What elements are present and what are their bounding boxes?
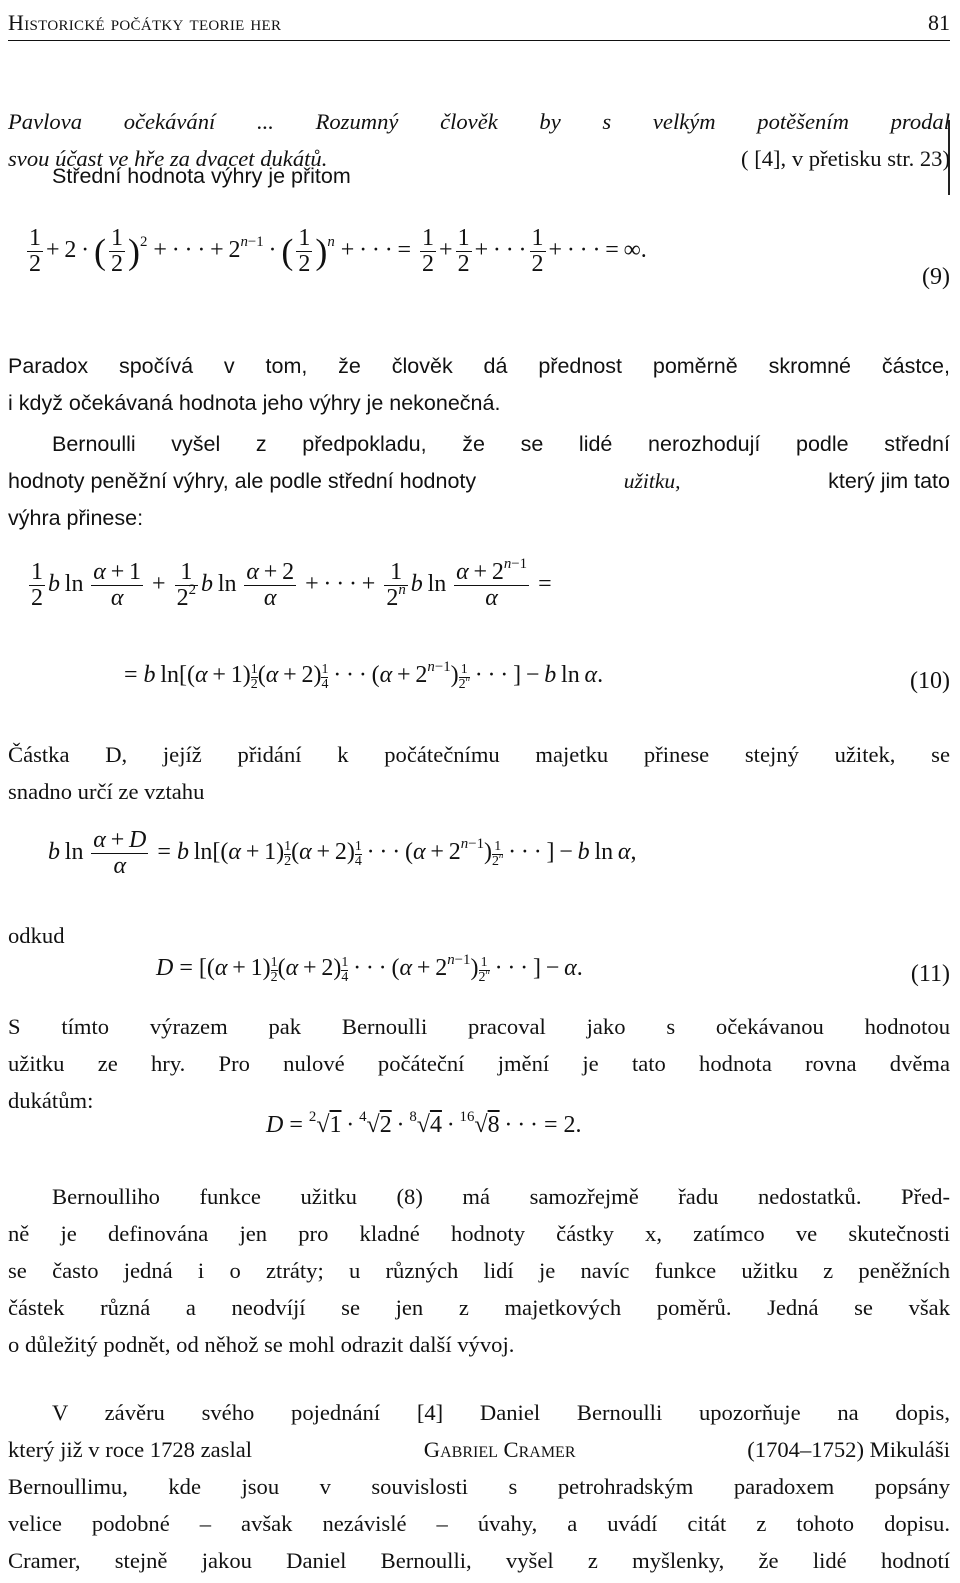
equation-11: D = [(α + 1) $\frac{1}{2}$ (α + 2) $\frac{1}{4}$ · · · $(\alpha + 2^{n-1})$ $\frac{1}{2^n}$ · · · ] − α. (11) <box>156 951 950 987</box>
funkce-line-1: Bernoulliho funkce užitku (8) má samozřejmě řadu nedostatků. Před- <box>52 1184 950 1209</box>
header-title: Historické počátky teorie her <box>8 10 282 35</box>
equation-9-body: $\frac{1}{2}$ + 2 · ( $\frac{1}{2}$ )$^2$ + · · · + $2^{n-1}$ · ( $\frac{1}{2}$ )$^n$ + · · · = $\frac{1}{2}$ + $\frac{1}{2}$ + · · · $\frac{1}{2}$ + · · · = ∞. <box>29 225 647 278</box>
zaveru-paragraph <box>8 1394 950 1579</box>
equation-D-relation: b ln $\frac{\alpha + D}{\alpha}$ = b ln[(α + 1) $\frac{1}{2}$ (α + 2) $\frac{1}{4}$ · · · $(\alpha + 2^{n-1})$ $\frac{1}{2^n}$ · · · ] − b ln α, <box>48 827 637 880</box>
funkce-paragraph <box>8 1178 950 1363</box>
bernoulli-line-3: výhra přinese: <box>8 506 144 530</box>
person-name: Gabriel Cramer <box>423 1437 576 1462</box>
castka-line-2: snadno určí ze vztahu <box>8 779 205 804</box>
zaveru-line-1: V závěru svého pojednání [4] Daniel Bernoulli upozorňuje na dopis, <box>52 1400 950 1425</box>
quote-line-1: Pavlova očekávání ... Rozumný člověk by s velkým potěšením prodal <box>8 109 950 134</box>
paradox-paragraph <box>8 348 950 422</box>
utility-emphasis: užitku, <box>623 469 681 493</box>
funkce-line-3: se často jedná i o ztráty; u různých lidí je navíc funkce užitku z peněžních <box>8 1258 950 1283</box>
equation-9 <box>8 222 950 302</box>
bernoulli-line-1: Bernoulli vyšel z předpokladu, že se lidé nerozhodují podle střední <box>52 432 950 456</box>
bernoulli-line-2-end: který jim tato <box>828 469 950 493</box>
zaveru-line-2-end: (1704–1752) Mikuláši <box>747 1437 950 1462</box>
mean-intro: Střední hodnota výhry je přitom <box>52 164 351 188</box>
vyrazem-line-3: dukátům: <box>8 1088 94 1113</box>
zaveru-line-2 <box>8 1431 950 1468</box>
paradox-line-1: Paradox spočívá v tom, že člověk dá přednost poměrně skromné částce, <box>8 354 950 378</box>
odkud-label: odkud <box>8 923 65 948</box>
equation-10-line-1: $\frac{1}{2}$ b ln $\frac{\alpha + 1}{\alpha}$ + $\frac{1}{2^2}$ b ln $\frac{\alpha + 2}{\alpha}$ + · · · + $\frac{1}{2^n}$ b ln $\frac{\alpha + 2^{n-1}}{\alpha}$ = <box>31 555 552 612</box>
castka-line-1: Částka D, jejíž přidání k počátečnímu majetku přinese stejný užitek, se <box>8 742 950 767</box>
quote-source: ( [4], v přetisku str. 23) <box>741 146 950 171</box>
equation-10-line-2: = b ln[(α + 1) $\frac{1}{2}$ (α + 2) $\frac{1}{4}$ · · · $(\alpha + 2^{n-1})$ $\frac{1}{2^n}$ · · · ] − b ln α. (10) <box>124 658 950 694</box>
bernoulli-line-2-text: hodnoty peněžní výhry, ale podle střední hodnoty <box>8 469 477 493</box>
running-header <box>8 6 950 40</box>
bernoulli-line-2 <box>8 463 950 500</box>
vyrazem-line-2: užitku ze hry. Pro nulové počáteční jmění je tato hodnota rovna dvěma <box>8 1051 950 1076</box>
paradox-line-2: i když očekávaná hodnota jeho výhry je nekonečná. <box>8 391 501 415</box>
equation-11-number: (11) <box>910 961 950 987</box>
header-rule <box>8 40 950 41</box>
funkce-line-4: částek různá a neodvíjí se jen z majetkových poměrů. Jedná se však <box>8 1295 950 1320</box>
castka-paragraph <box>8 736 950 810</box>
equation-9-number: (9) <box>922 264 950 290</box>
zaveru-line-3: Bernoullimu, kde jsou v souvislosti s petrohradským paradoxem popsány <box>8 1474 950 1499</box>
funkce-line-2: ně je definována jen pro kladné hodnoty částky x, zatímco ve skutečnosti <box>8 1221 950 1246</box>
quote-text-end: svou účast ve hře za dvacet dukátů. <box>8 146 328 171</box>
vyrazem-paragraph <box>8 1008 950 1119</box>
funkce-line-5: o důležitý podnět, od něhož se mohl odrazit další vývoj. <box>8 1332 515 1357</box>
bernoulli-paragraph <box>8 426 950 537</box>
equation-10-number: (10) <box>910 668 950 694</box>
equation-D-roots: D = $^2$√1 · $^4$√2 · $^8$√4 · $^{16}$√8 · · · = 2. <box>266 1108 582 1138</box>
vyrazem-line-1: S tímto výrazem pak Bernoulli pracoval jako s očekávanou hodnotou <box>8 1014 950 1039</box>
zaveru-line-2-text: který již v roce 1728 zaslal <box>8 1437 253 1462</box>
zaveru-line-5: Cramer, stejně jakou Daniel Bernoulli, vyšel z myšlenky, že lidé hodnotí <box>8 1548 950 1573</box>
page-number: 81 <box>928 10 950 35</box>
zaveru-line-4: velice podobné – avšak nezávislé – úvahy, a uvádí citát z tohoto dopisu. <box>8 1511 950 1536</box>
